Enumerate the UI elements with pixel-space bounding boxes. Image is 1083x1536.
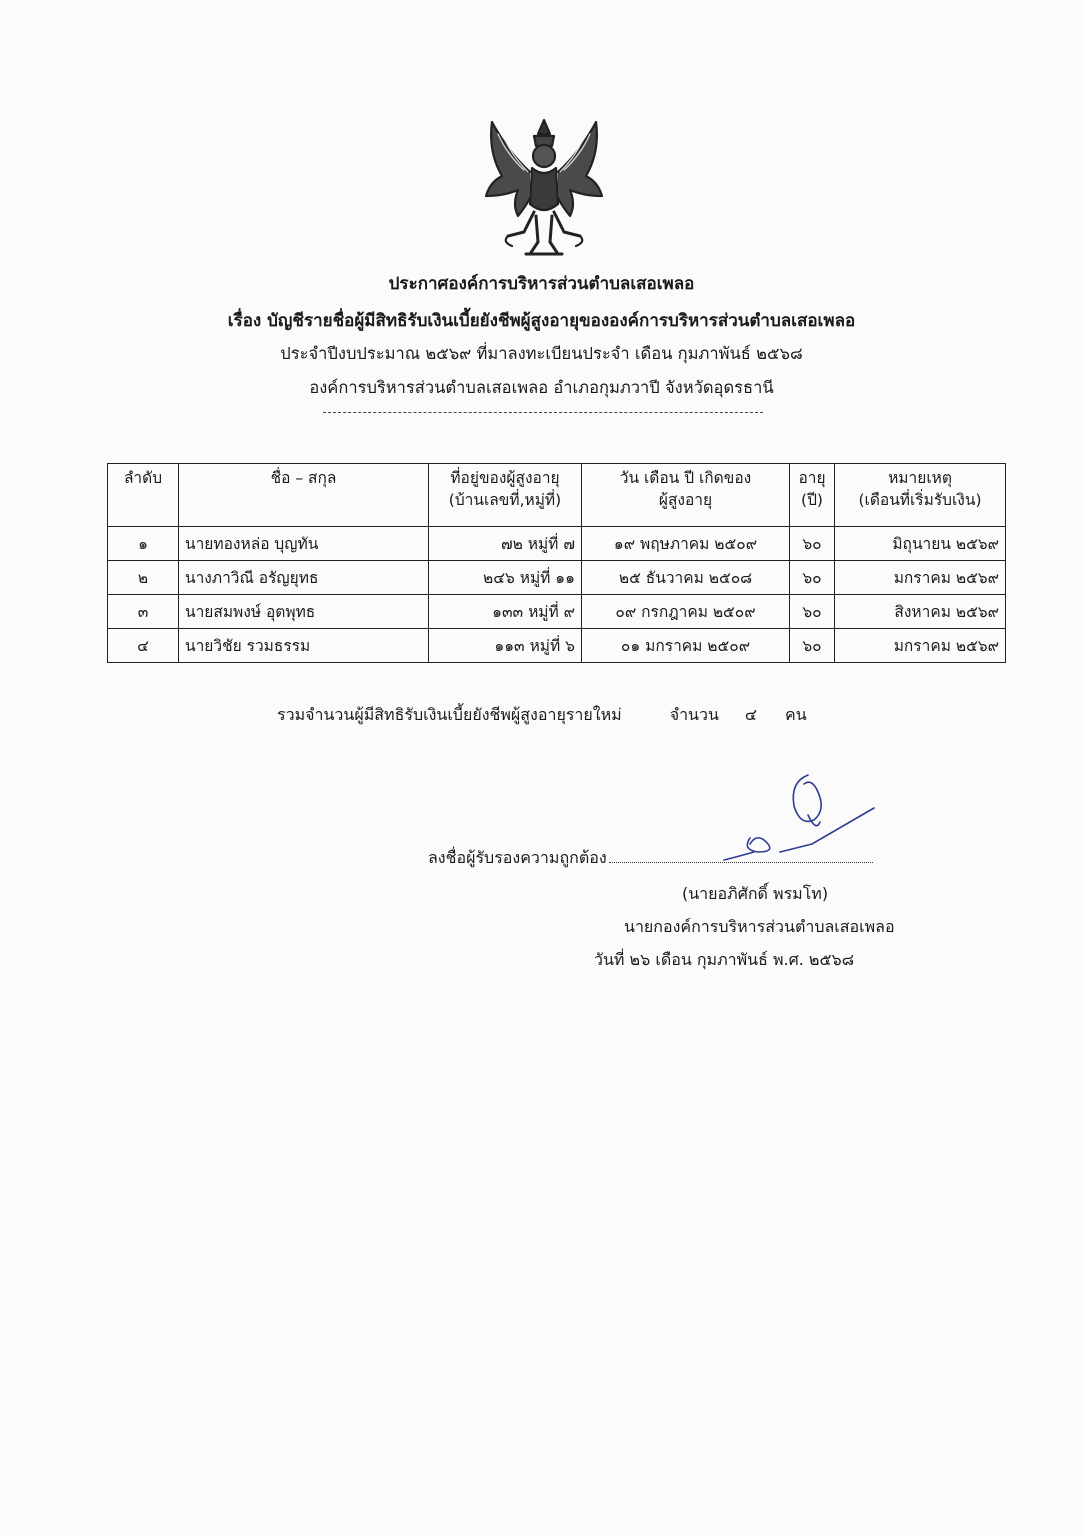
header-note-line1: หมายเหตุ <box>888 469 952 487</box>
row-note: สิงหาคม ๒๕๖๙ <box>835 595 1006 629</box>
table-row <box>108 629 1006 663</box>
row-birthdate: ๐๙ กรกฎาคม ๒๕๐๙ <box>582 595 790 629</box>
summary-unit: คน <box>785 705 807 724</box>
header-age-line2: (ปี) <box>801 491 823 510</box>
header-name: ชื่อ – สกุล <box>179 464 429 527</box>
row-name: นายทองหล่อ บุญทัน <box>179 527 429 561</box>
header-birth-line1: วัน เดือน ปี เกิดของ <box>619 469 752 487</box>
row-name: นางภาวิณี อรัญยุทธ <box>179 561 429 595</box>
row-address: ๑๑๓ หมู่ที่ ๖ <box>429 629 582 663</box>
header-address <box>429 464 582 527</box>
row-no: ๒ <box>108 561 179 595</box>
organization-line: องค์การบริหารส่วนตำบลเสอเพลอ อำเภอกุมภวาปี จังหวัดอุดรธานี <box>309 378 774 397</box>
row-age: ๖๐ <box>790 527 835 561</box>
row-age: ๖๐ <box>790 561 835 595</box>
row-address: ๒๔๖ หมู่ที่ ๑๑ <box>429 561 582 595</box>
header-birth-line2: ผู้สูงอายุ <box>658 491 713 510</box>
row-address: ๗๒ หมู่ที่ ๗ <box>429 527 582 561</box>
summary-label: รวมจำนวนผู้มีสิทธิรับเงินเบี้ยยังชีพผู้สูงอายุรายใหม่ <box>277 705 622 724</box>
row-address: ๑๓๓ หมู่ที่ ๙ <box>429 595 582 629</box>
row-name: นายสมพงษ์ อุตพุทธ <box>179 595 429 629</box>
header-birthdate <box>582 464 790 527</box>
fiscal-period: ประจำปีงบประมาณ ๒๕๖๙ ที่มาลงทะเบียนประจำ เดือน กุมภาพันธ์ ๒๕๖๘ <box>280 344 803 363</box>
announcement-title: ประกาศองค์การบริหารส่วนตำบลเสอเพลอ <box>388 274 695 294</box>
row-no: ๓ <box>108 595 179 629</box>
row-no: ๑ <box>108 527 179 561</box>
summary-count: ๔ <box>744 705 758 724</box>
divider-line <box>323 412 763 413</box>
table-header-row <box>108 464 1006 527</box>
header-address-line2: (บ้านเลขที่,หมู่ที่) <box>448 491 562 510</box>
signing-date: วันที่ ๒๖ เดือน กุมภาพันธ์ พ.ศ. ๒๕๖๘ <box>594 950 855 969</box>
row-note: มิถุนายน ๒๕๖๙ <box>835 527 1006 561</box>
table-row <box>108 561 1006 595</box>
certify-line <box>428 846 873 871</box>
beneficiary-table <box>107 463 1006 663</box>
row-name: นายวิชัย รวมธรรม <box>179 629 429 663</box>
row-birthdate: ๐๑ มกราคม ๒๕๐๙ <box>582 629 790 663</box>
certify-label: ลงชื่อผู้รับรองความถูกต้อง <box>428 848 607 867</box>
header-address-line1: ที่อยู่ของผู้สูงอายุ <box>450 469 560 487</box>
row-birthdate: ๒๕ ธันวาคม ๒๕๐๘ <box>582 561 790 595</box>
row-birthdate: ๑๙ พฤษภาคม ๒๕๐๙ <box>582 527 790 561</box>
signer-name: (นายอภิศักดิ์ พรมโท) <box>682 884 829 903</box>
signer-position: นายกองค์การบริหารส่วนตำบลเสอเพลอ <box>624 917 895 936</box>
table-row <box>108 595 1006 629</box>
summary-count-label: จำนวน <box>669 705 719 724</box>
summary-line <box>277 703 807 728</box>
announcement-subject: เรื่อง บัญชีรายชื่อผู้มีสิทธิรับเงินเบี้ยยังชีพผู้สูงอายุขององค์การบริหารส่วนตำบลเสอเพลอ <box>227 311 856 331</box>
row-note: มกราคม ๒๕๖๙ <box>835 561 1006 595</box>
row-no: ๔ <box>108 629 179 663</box>
header-note <box>835 464 1006 527</box>
header-note-line2: (เดือนที่เริ่มรับเงิน) <box>858 491 982 510</box>
row-note: มกราคม ๒๕๖๙ <box>835 629 1006 663</box>
header-age-line1: อายุ <box>798 469 826 487</box>
header-no: ลำดับ <box>108 464 179 527</box>
row-age: ๖๐ <box>790 629 835 663</box>
garuda-emblem-icon <box>478 112 610 264</box>
table-row <box>108 527 1006 561</box>
header-age <box>790 464 835 527</box>
signature-dotted-line <box>609 862 873 863</box>
row-age: ๖๐ <box>790 595 835 629</box>
